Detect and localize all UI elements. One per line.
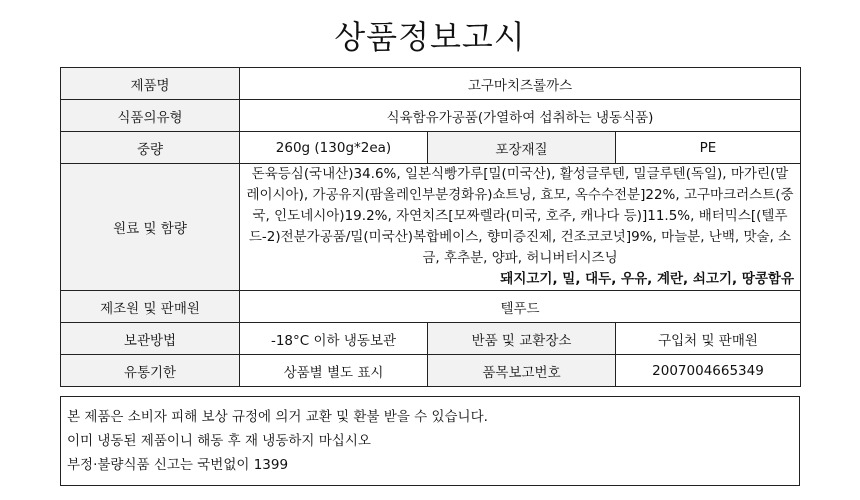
- row-product-name: [61, 68, 801, 100]
- row-maker: [61, 291, 801, 323]
- value-packaging: PE: [616, 132, 801, 164]
- notice-line: 이미 냉동된 제품이니 해동 후 재 냉동하지 마십시오: [67, 433, 371, 449]
- notice-line: 부정·불량식품 신고는 국번없이 1399: [67, 457, 289, 473]
- label-food-type: 식품의유형: [61, 100, 240, 132]
- label-product-name: 제품명: [61, 68, 240, 100]
- label-storage: 보관방법: [61, 323, 240, 355]
- ingredients-text: 돈육등심(국내산)34.6%, 일본식빵가루[밀(미국산), 활성글루텐, 밀글루텐(독일), 마가린(말레이시아), 가공유지(팜올레인부분경화유)쇼트닝, 효모, 옥수수전분]22%, 고구마크러스트(중국, 인도네시아)19.2%, 자연치즈[모짜렐라(미국, 호주, 캐나다 등)]11.5%, 배터믹스[(텔푸드-2)전분가공품/밀(미국산)복합베이스, 향미증진제, 건조코코넛]9%, 마늘분, 난백, 맛술, 소금, 후추분, 양파, 허니버터시즈닝: [246, 166, 794, 266]
- value-report-number: 2007004665349: [616, 355, 801, 387]
- value-storage: -18°C 이하 냉동보관: [240, 323, 428, 355]
- value-return-place: 구입처 및 판매원: [616, 323, 801, 355]
- row-weight: [61, 132, 801, 164]
- row-expiry: [61, 355, 801, 387]
- notice-box: [60, 396, 800, 486]
- product-info-table: [60, 67, 801, 387]
- value-expiry: 상품별 별도 표시: [240, 355, 428, 387]
- page-title: 상품정보고시: [334, 18, 526, 56]
- notice-line: 본 제품은 소비자 피해 보상 규정에 의거 교환 및 환불 받을 수 있습니다.: [67, 409, 488, 425]
- label-ingredients: 원료 및 함량: [61, 164, 240, 291]
- label-weight: 중량: [61, 132, 240, 164]
- value-food-type: 식육함유가공품(가열하여 섭취하는 냉동식품): [240, 100, 801, 132]
- value-maker: 텔푸드: [240, 291, 801, 323]
- label-return-place: 반품 및 교환장소: [428, 323, 616, 355]
- row-food-type: [61, 100, 801, 132]
- label-maker: 제조원 및 판매원: [61, 291, 240, 323]
- value-ingredients: [240, 164, 801, 291]
- value-weight: 260g (130g*2ea): [240, 132, 428, 164]
- value-product-name: 고구마치즈롤까스: [240, 68, 801, 100]
- label-report-number: 품목보고번호: [428, 355, 616, 387]
- label-expiry: 유통기한: [61, 355, 240, 387]
- row-ingredients: [61, 164, 801, 291]
- row-storage: [61, 323, 801, 355]
- allergen-notice: 돼지고기, 밀, 대두, 우유, 계란, 쇠고기, 땅콩함유: [500, 271, 794, 287]
- label-packaging: 포장재질: [428, 132, 616, 164]
